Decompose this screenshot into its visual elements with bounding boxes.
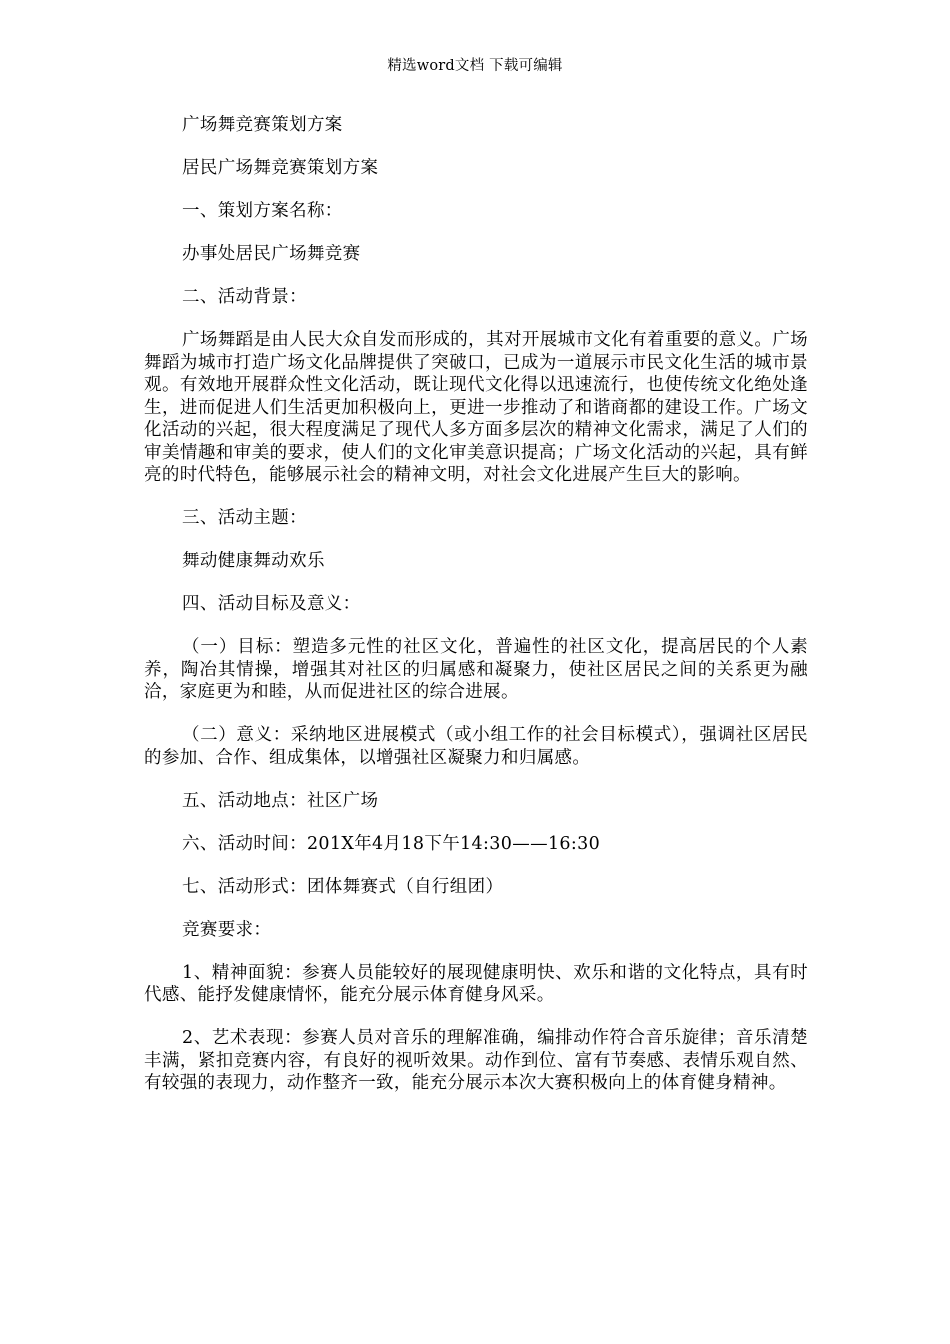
paragraph-significance: （二）意义：采纳地区进展模式（或小组工作的社会目标模式），强调社区居民的参加、合作、组成集体，以增强社区凝聚力和归属感。 xyxy=(144,725,808,768)
paragraph-plan-name: 办事处居民广场舞竞赛 xyxy=(182,244,361,264)
paragraph-time: 六、活动时间：201X年4月18下午14:30——16:30 xyxy=(182,833,601,854)
document-subtitle: 居民广场舞竞赛策划方案 xyxy=(182,158,379,178)
section-heading-plan-name: 一、策划方案名称： xyxy=(182,201,343,221)
document-body xyxy=(144,114,808,1095)
paragraph-goal: （一）目标：塑造多元性的社区文化，普遍性的社区文化，提高居民的个人素养，陶冶其情操，增强其对社区的归属感和凝聚力，使社区居民之间的关系更为融洽，家庭更为和睦，从而促进社区的综合进展。 xyxy=(144,637,808,702)
page-header: 精选word文档 下载可编辑 xyxy=(387,58,563,74)
section-heading-background: 二、活动背景： xyxy=(182,287,307,307)
section-heading-theme: 三、活动主题： xyxy=(182,508,307,528)
paragraph-location: 五、活动地点：社区广场 xyxy=(182,790,379,811)
paragraph-requirement-2: 2、艺术表现：参赛人员对音乐的理解准确，编排动作符合音乐旋律；音乐清楚丰满，紧扣竞赛内容，有良好的视听效果。动作到位、富有节奏感、表情乐观自然、有较强的表现力，动作整齐一致，能充分展示本次大赛积极向上的体育健身精神。 xyxy=(144,1028,808,1093)
section-heading-goals: 四、活动目标及意义： xyxy=(182,594,361,614)
paragraph-requirement-1: 1、精神面貌：参赛人员能较好的展现健康明快、欢乐和谐的文化特点，具有时代感、能抒发健康情怀，能充分展示体育健身风采。 xyxy=(144,962,808,1005)
section-heading-requirements: 竞赛要求： xyxy=(182,919,272,940)
paragraph-background: 广场舞蹈是由人民大众自发而形成的，其对开展城市文化有着重要的意义。广场舞蹈为城市打造广场文化品牌提供了突破口，已成为一道展示市民文化生活的城市景观。有效地开展群众性文化活动，既让现代文化得以迅速流行，也使传统文化绝处逢生，进而促进人们生活更加积极向上，更进一步推动了和谐商都的建设工作。广场文化活动的兴起，很大程度满足了现代人多方面多层次的精神文化需求，满足了人们的审美情趣和审美的要求，使人们的文化审美意识提高；广场文化活动的兴起，具有鲜亮的时代特色，能够展示社会的精神文明，对社会文化进展产生巨大的影响。 xyxy=(144,330,808,485)
paragraph-theme: 舞动健康舞动欢乐 xyxy=(182,551,325,571)
document-title: 广场舞竞赛策划方案 xyxy=(182,115,343,135)
paragraph-format: 七、活动形式：团体舞赛式（自行组团） xyxy=(182,876,504,897)
